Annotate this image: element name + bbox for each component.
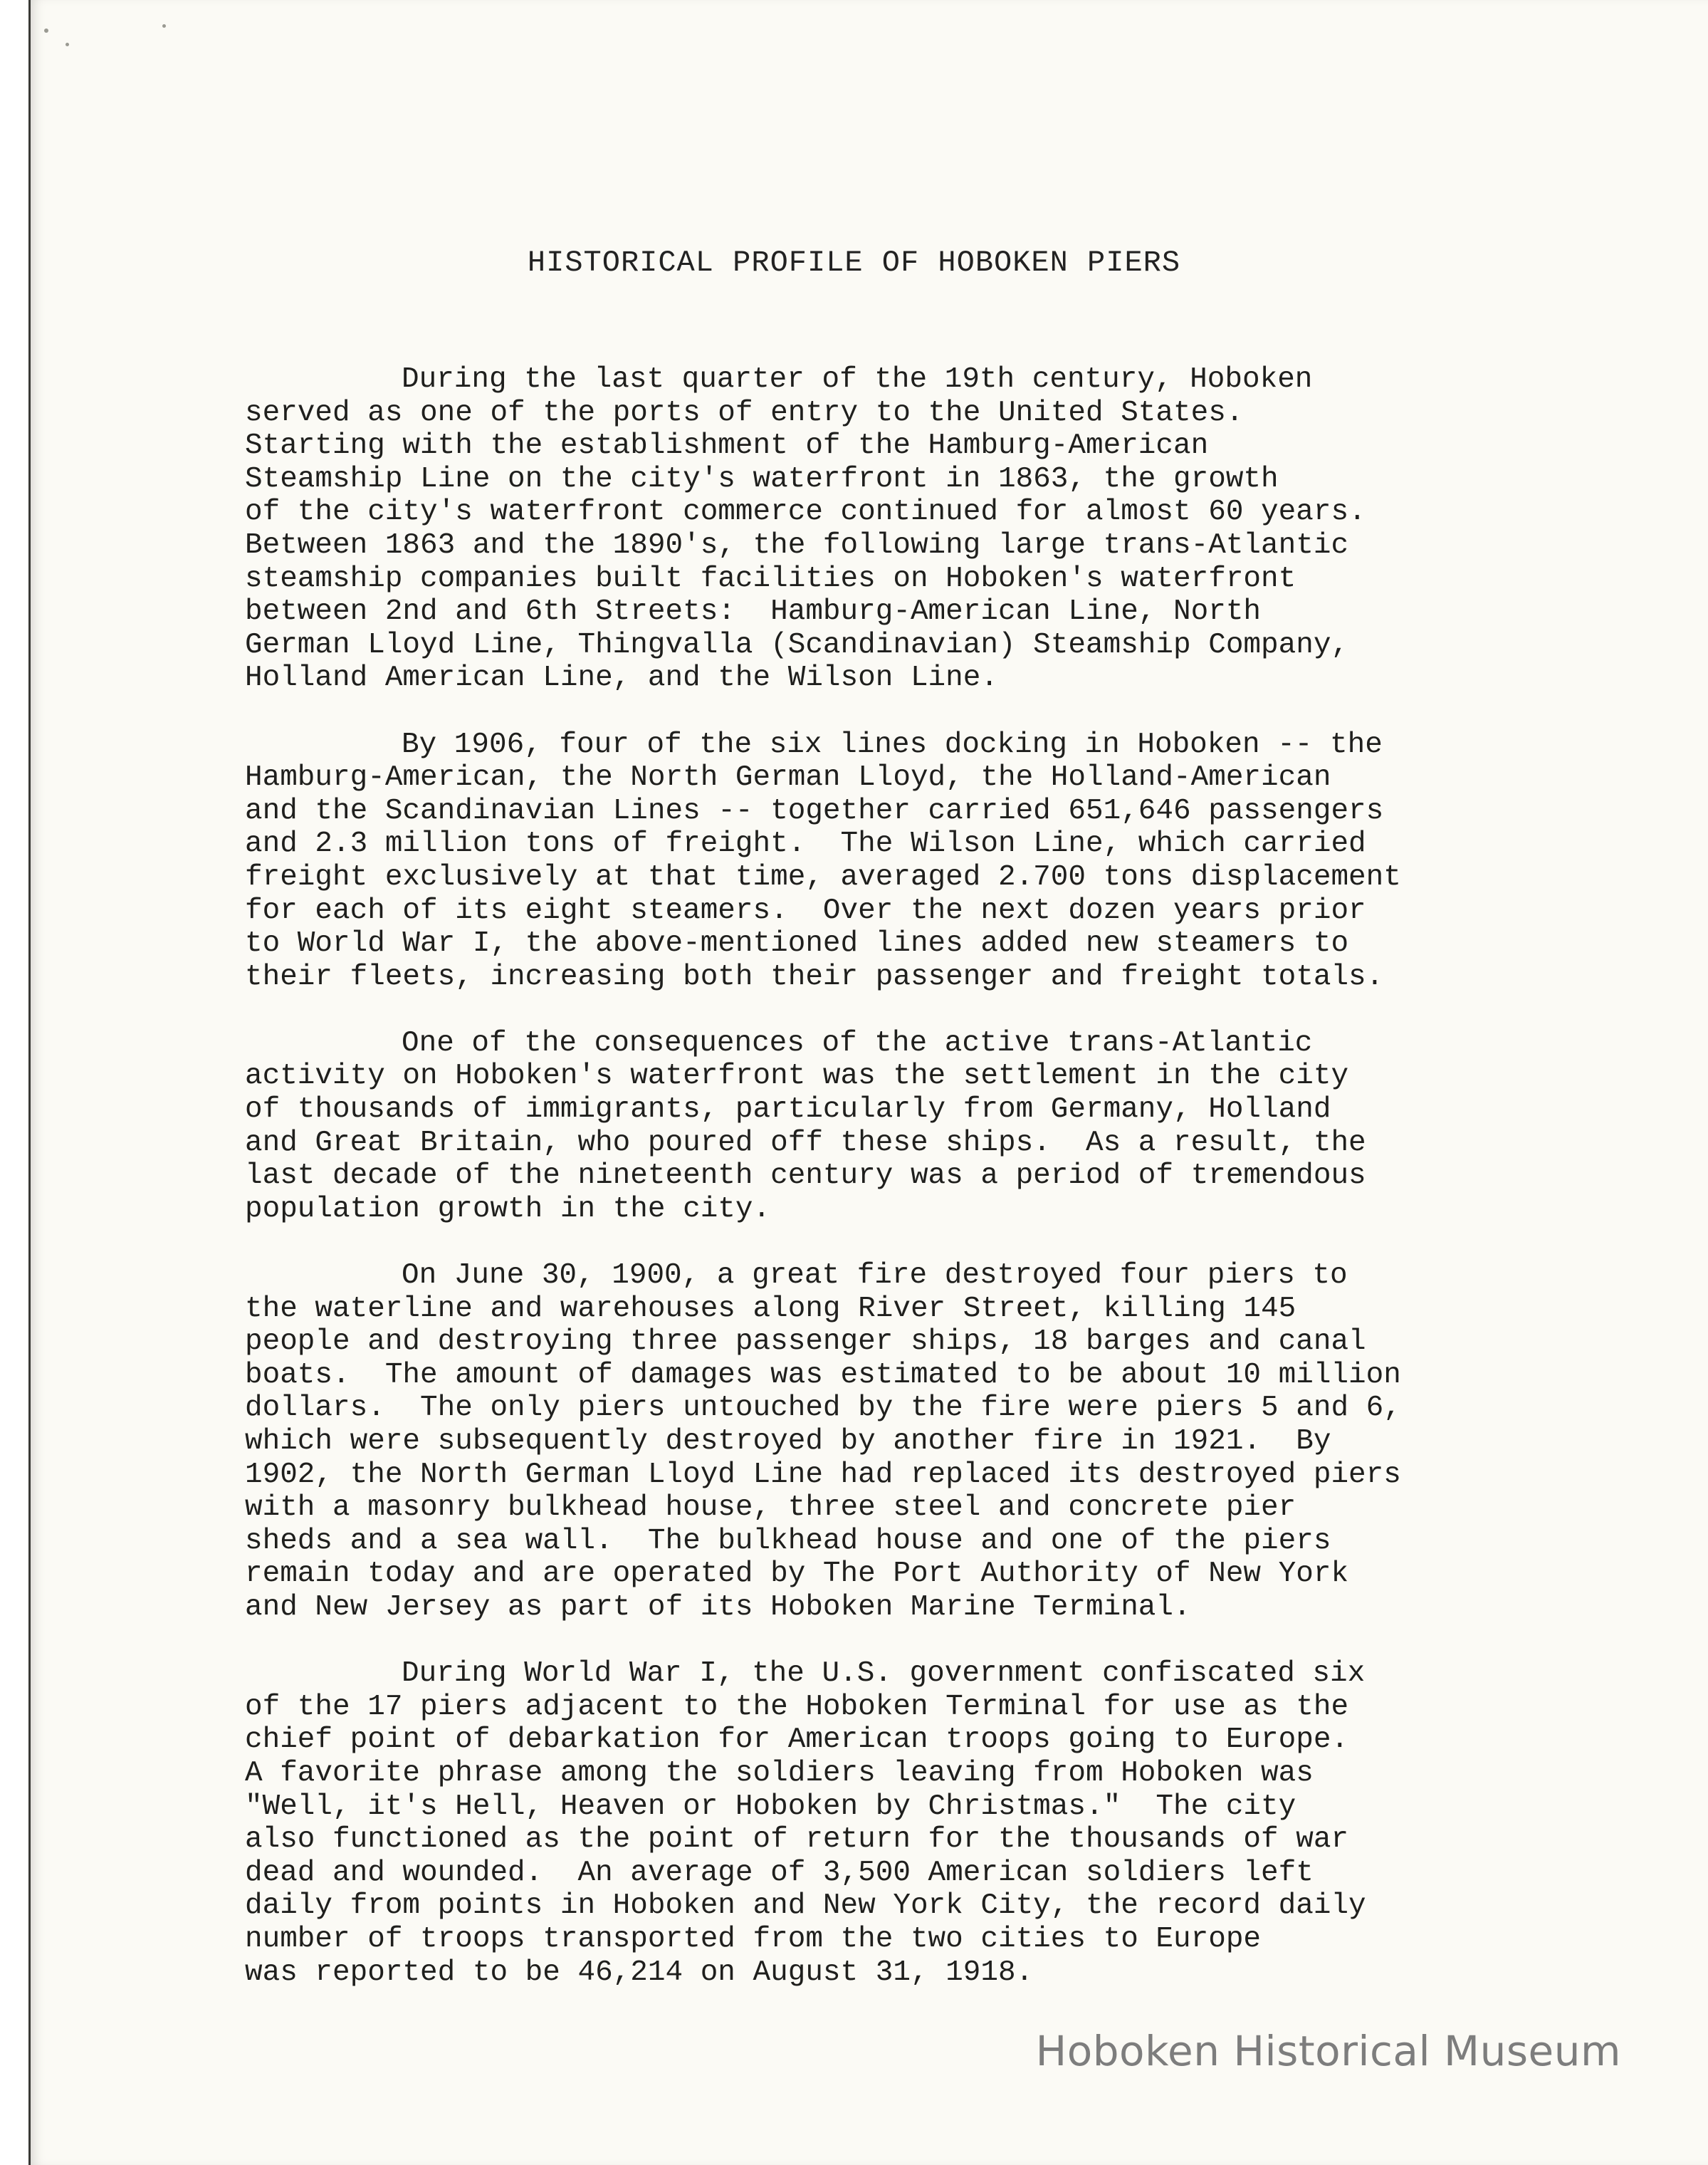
text-line: activity on Hoboken's waterfront was the settlement in the city xyxy=(245,1060,1349,1093)
text-line: German Lloyd Line, Thingvalla (Scandinavian) Steamship Company, xyxy=(245,628,1349,662)
text-line: served as one of the ports of entry to the United States. xyxy=(245,396,1244,429)
text-line: number of troops transported from the two cities to Europe xyxy=(245,1922,1262,1956)
scan-speck xyxy=(162,24,166,28)
text-line: On June 30, 1900, a great fire destroyed four piers to xyxy=(402,1259,1348,1293)
text-line: Steamship Line on the city's waterfront in 1863, the growth xyxy=(245,462,1279,496)
document-body xyxy=(245,363,1633,2023)
text-line: and New Jersey as part of its Hoboken Marine Terminal. xyxy=(245,1590,1191,1624)
text-line: 1902, the North German Lloyd Line had replaced its destroyed piers xyxy=(245,1458,1401,1491)
text-line: to World War I, the above-mentioned lines added new steamers to xyxy=(245,927,1349,961)
text-line: dollars. The only piers untouched by the fire were piers 5 and 6, xyxy=(245,1392,1401,1425)
text-line: which were subsequently destroyed by another fire in 1921. By xyxy=(245,1425,1331,1458)
paragraph xyxy=(245,1027,1633,1226)
text-line: dead and wounded. An average of 3,500 American soldiers left xyxy=(245,1856,1314,1889)
text-line: population growth in the city. xyxy=(245,1192,771,1226)
text-line: last decade of the nineteenth century was a period of tremendous xyxy=(245,1159,1366,1193)
text-line: between 2nd and 6th Streets: Hamburg-American Line, North xyxy=(245,595,1262,629)
text-line: daily from points in Hoboken and New York City, the record daily xyxy=(245,1889,1366,1923)
text-line: and Great Britain, who poured off these ships. As a result, the xyxy=(245,1126,1366,1159)
text-line: of the city's waterfront commerce continued for almost 60 years. xyxy=(245,496,1366,529)
text-line: Holland American Line, and the Wilson Line. xyxy=(245,662,998,695)
text-line: During World War I, the U.S. government confiscated six xyxy=(402,1657,1366,1691)
text-line: with a masonry bulkhead house, three steel and concrete pier xyxy=(245,1491,1296,1525)
text-line: also functioned as the point of return for the thousands of war xyxy=(245,1823,1349,1857)
text-line: Starting with the establishment of the Hamburg-American xyxy=(245,429,1209,463)
scan-speck xyxy=(44,28,48,33)
paragraph xyxy=(245,363,1633,695)
text-line: of the 17 piers adjacent to the Hoboken Terminal for use as the xyxy=(245,1690,1349,1723)
text-line: the waterline and warehouses along River Street, killing 145 xyxy=(245,1292,1296,1325)
scan-margin xyxy=(0,0,28,2165)
text-line: of thousands of immigrants, particularly from Germany, Holland xyxy=(245,1093,1331,1127)
paragraph xyxy=(245,1657,1633,1989)
text-line: "Well, it's Hell, Heaven or Hoboken by Christmas." The city xyxy=(245,1790,1296,1823)
text-line: A favorite phrase among the soldiers leaving from Hoboken was xyxy=(245,1756,1314,1790)
text-line: One of the consequences of the active trans-Atlantic xyxy=(402,1026,1313,1060)
text-line: Between 1863 and the 1890's, the following large trans-Atlantic xyxy=(245,528,1349,562)
paragraph xyxy=(245,729,1633,994)
scan-speck xyxy=(66,43,69,46)
paragraph xyxy=(245,1259,1633,1624)
text-line: and the Scandinavian Lines -- together carried 651,646 passengers xyxy=(245,794,1384,828)
text-line: Hamburg-American, the North German Lloyd, the Holland-American xyxy=(245,761,1331,795)
text-line: steamship companies built facilities on Hoboken's waterfront xyxy=(245,562,1296,595)
museum-watermark: Hoboken Historical Museum xyxy=(1035,2027,1621,2075)
text-line: sheds and a sea wall. The bulkhead house and one of the piers xyxy=(245,1524,1331,1558)
text-line: for each of its eight steamers. Over the next dozen years prior xyxy=(245,894,1366,927)
text-line: was reported to be 46,214 on August 31, 1918. xyxy=(245,1956,1034,1989)
text-line: chief point of debarkation for American troops going to Europe. xyxy=(245,1723,1349,1757)
text-line: their fleets, increasing both their passenger and freight totals. xyxy=(245,960,1384,993)
text-line: freight exclusively at that time, averaged 2.700 tons displacement xyxy=(245,860,1401,894)
text-line: boats. The amount of damages was estimated to be about 10 million xyxy=(245,1358,1401,1392)
text-line: remain today and are operated by The Port Authority of New York xyxy=(245,1558,1349,1591)
text-line: By 1906, four of the six lines docking in Hoboken -- the xyxy=(402,728,1383,761)
document-title: HISTORICAL PROFILE OF HOBOKEN PIERS xyxy=(527,246,1181,280)
text-line: and 2.3 million tons of freight. The Wilson Line, which carried xyxy=(245,828,1366,861)
text-line: During the last quarter of the 19th century, Hoboken xyxy=(402,363,1313,396)
text-line: people and destroying three passenger ships, 18 barges and canal xyxy=(245,1325,1366,1359)
